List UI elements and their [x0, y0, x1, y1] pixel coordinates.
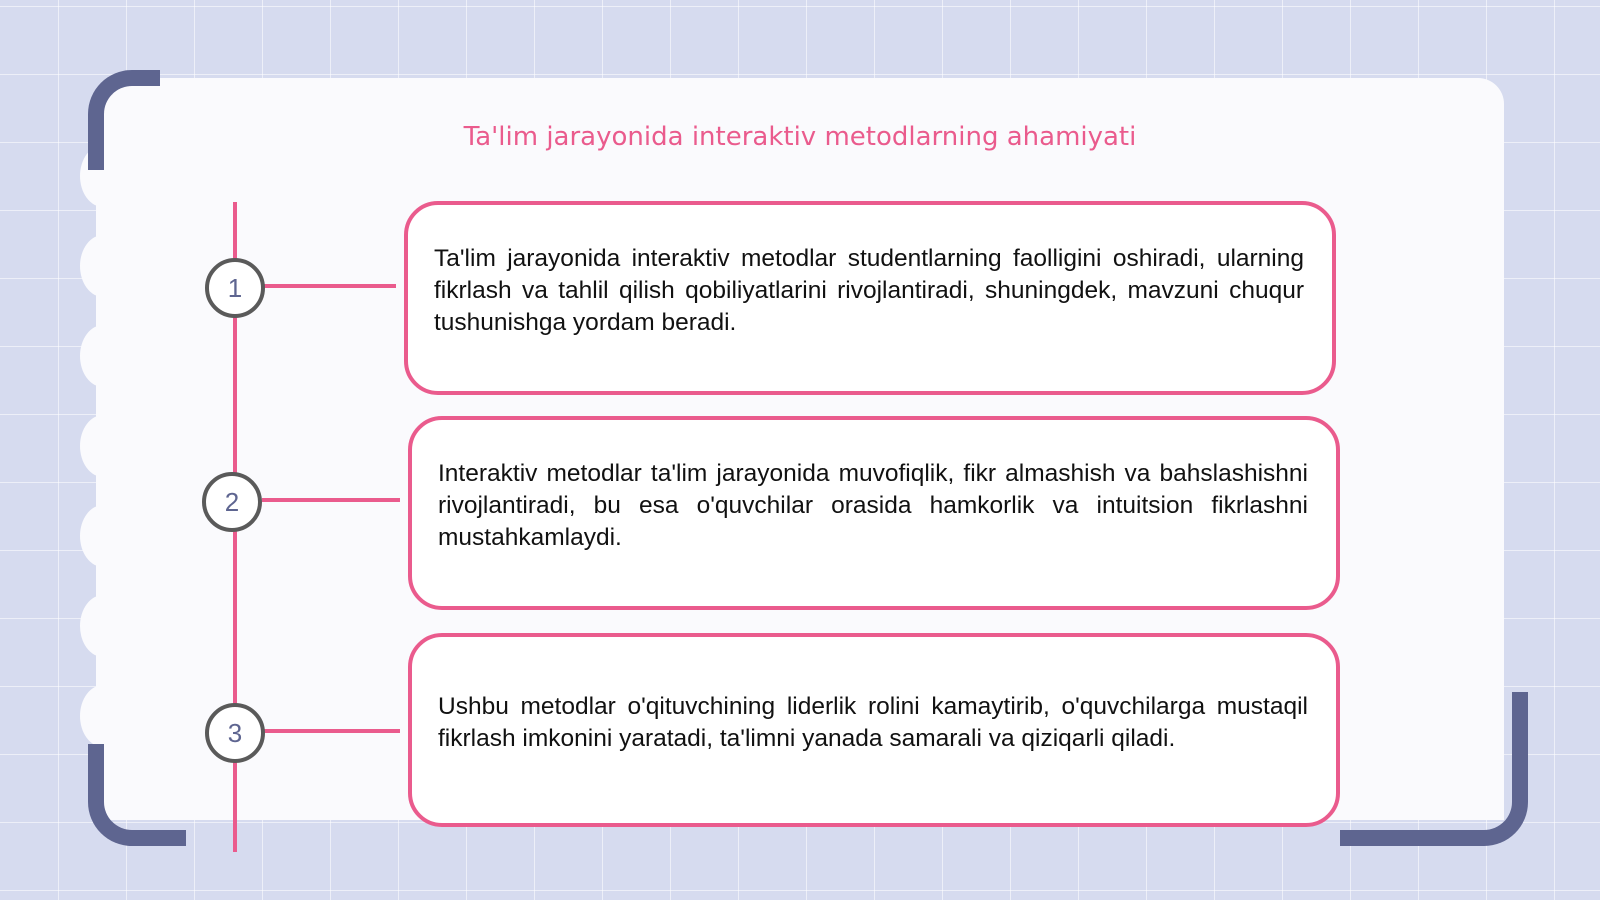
timeline-connector-3 — [264, 729, 400, 733]
step-card-2 — [408, 416, 1340, 610]
timeline-connector-2 — [262, 498, 400, 502]
paper-scallop — [80, 685, 126, 747]
corner-bracket-bottom-left — [88, 744, 186, 846]
paper-scallop — [80, 505, 126, 567]
step-card-3 — [408, 633, 1340, 827]
corner-bracket-bottom-right — [1340, 692, 1528, 846]
step-text-3: Ushbu metodlar o'qituvchining liderlik rolini kamaytirib, o'quvchilarga mustaqil fikrlash imkonini yaratadi, ta'limni yanada samarali va qiziqarli qiladi. — [438, 693, 1308, 752]
timeline-connector-1 — [264, 284, 396, 288]
step-number-2: 2 — [202, 472, 262, 532]
step-card-1 — [404, 201, 1336, 395]
page-title: Ta'lim jarayonida interaktiv metodlarning ahamiyati — [463, 122, 1137, 152]
corner-bracket-top-left — [88, 70, 160, 170]
step-number-1: 1 — [205, 258, 265, 318]
step-text-1: Ta'lim jarayonida interaktiv metodlar studentlarning faolligini oshiradi, ularning fikrlash va tahlil qilish qobiliyatlarini rivojlantiradi, shuningdek, mavzuni chuqur tushunishga yordam beradi. — [434, 245, 1304, 336]
paper-scallop — [80, 595, 126, 657]
paper-scallop — [80, 325, 126, 387]
paper-scallop — [80, 415, 126, 477]
step-number-3: 3 — [205, 703, 265, 763]
step-text-2: Interaktiv metodlar ta'lim jarayonida muvofiqlik, fikr almashish va bahslashishni rivojlantiradi, bu esa o'quvchilar orasida hamkorlik va intuitsion fikrlashni mustahkamlaydi. — [438, 460, 1308, 551]
paper-scallop — [80, 235, 126, 297]
